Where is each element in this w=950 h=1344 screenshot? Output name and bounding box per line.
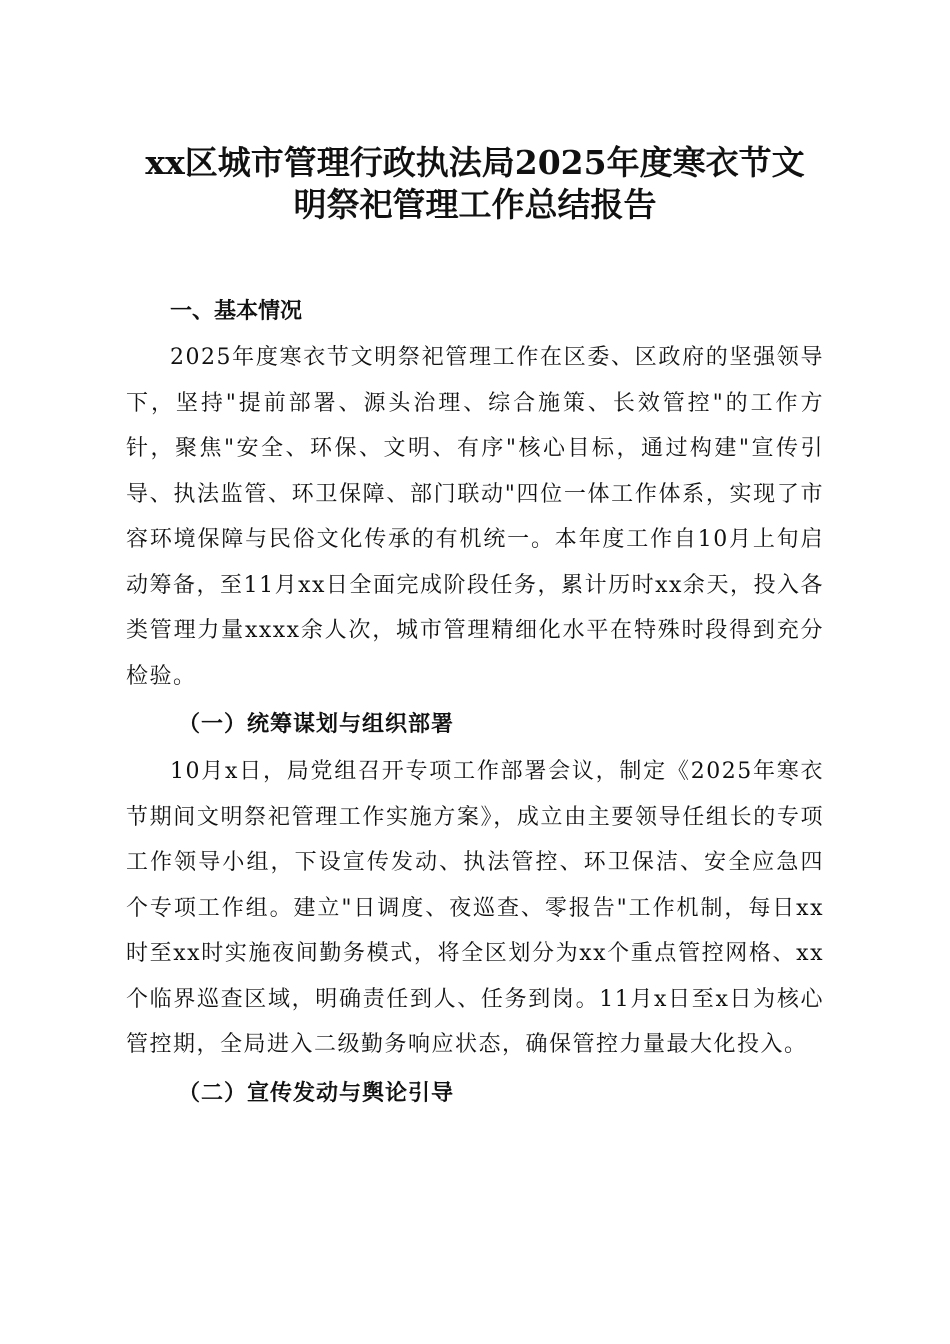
section-heading-basic-situation: 一、基本情况 [170, 299, 303, 324]
subsection-paragraph-planning: 10月x日，局党组召开专项工作部署会议，制定《2025年寒衣节期间文明祭祀管理工作实施方案》，成立由主要领导任组长的专项工作领导小组，下设宣传发动、执法管控、环卫保洁、安全应急四个专项工作组。建立"日调度、夜巡查、零报告"工作机制，每日xx时至xx时实施夜间勤务模式，将全区划分为xx个重点管控网格、xx个临界巡查区域，明确责任到人、任务到岗。11月x日至x日为核心管控期，全局进入二级勤务响应状态，确保管控力量最大化投入。 [126, 759, 824, 1057]
title-line-1: xx区城市管理行政执法局2025年度寒衣节文 [145, 143, 805, 182]
title-line-2: 明祭祀管理工作总结报告 [293, 185, 657, 224]
section-paragraph-basic-situation: 2025年度寒衣节文明祭祀管理工作在区委、区政府的坚强领导下，坚持"提前部署、源头治理、综合施策、长效管控"的工作方针，聚焦"安全、环保、文明、有序"核心目标，通过构建"宣传引导、执法监管、环卫保障、部门联动"四位一体工作体系，实现了市容环境保障与民俗文化传承的有机统一。本年度工作自10月上旬启动筹备，至11月xx日全面完成阶段任务，累计历时xx余天，投入各类管理力量xxxx余人次，城市管理精细化水平在特殊时段得到充分检验。 [126, 345, 824, 689]
document-title [126, 142, 824, 226]
subsection-heading-planning: （一）统筹谋划与组织部署 [178, 711, 455, 737]
subsection-heading-publicity: （二）宣传发动与舆论引导 [178, 1079, 455, 1106]
